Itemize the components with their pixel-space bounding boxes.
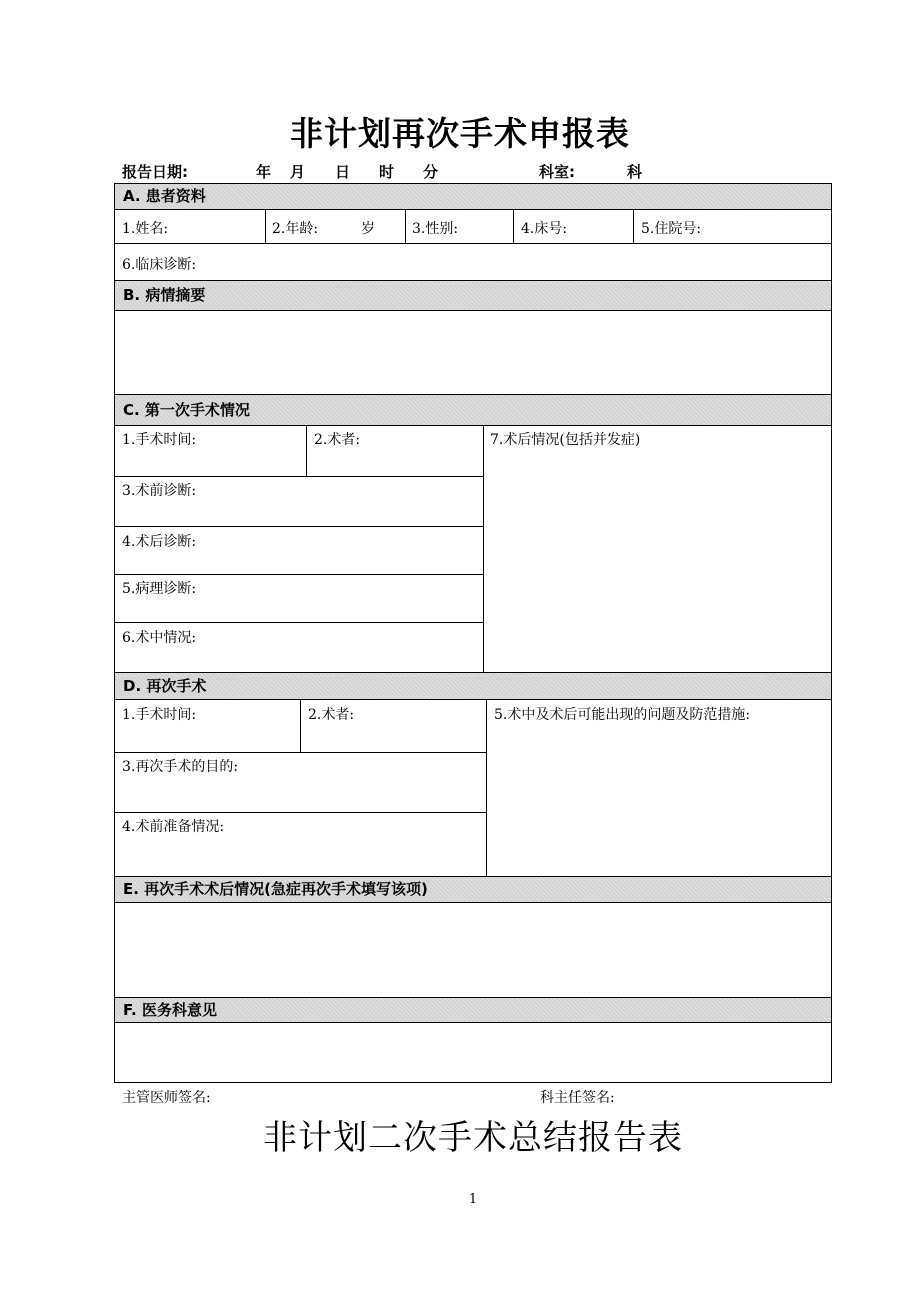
post-op-condition-field[interactable]: 7.术后情况(包括并发症): [490, 432, 641, 448]
section-c-header: C. 第一次手术情况: [115, 395, 831, 425]
divider: [115, 752, 486, 753]
section-e-header: E. 再次手术术后情况(急症再次手术填写该项): [115, 877, 831, 902]
form-title: 非计划再次手术申报表: [290, 114, 630, 153]
department-suffix: 科: [627, 163, 643, 181]
age-field[interactable]: 2.年龄:: [272, 221, 319, 237]
divider: [300, 699, 301, 752]
divider: [115, 812, 486, 813]
divider: [405, 209, 406, 243]
age-unit: 岁: [361, 221, 375, 237]
page-number: 1: [468, 1192, 478, 1207]
re-op-time-field[interactable]: 1.手术时间:: [122, 707, 197, 723]
director-signature-label: 科主任签名:: [540, 1090, 615, 1106]
divider: [115, 622, 483, 623]
section-d-header: D. 再次手术: [115, 673, 831, 699]
report-date-label: 报告日期:: [122, 163, 188, 181]
section-a-header: A. 患者资料: [115, 184, 831, 209]
medical-dept-opinion-area[interactable]: [115, 1023, 831, 1082]
divider: [115, 699, 831, 700]
divider: [633, 209, 634, 243]
divider: [486, 699, 487, 876]
divider: [115, 209, 831, 210]
condition-summary-area[interactable]: [115, 311, 831, 394]
day-label: 日: [335, 163, 351, 181]
second-form-title: 非计划二次手术总结报告表: [263, 1118, 683, 1158]
pre-op-preparation-field[interactable]: 4.术前准备情况:: [122, 819, 225, 835]
hour-label: 时: [379, 163, 395, 181]
divider: [115, 476, 483, 477]
month-label: 月: [290, 163, 306, 181]
risks-prevention-field[interactable]: 5.术中及术后可能出现的问题及防范措施:: [494, 707, 751, 723]
attending-signature-label: 主管医师签名:: [122, 1090, 211, 1106]
divider: [483, 425, 484, 672]
first-op-surgeon-field[interactable]: 2.术者:: [314, 432, 361, 448]
name-field[interactable]: 1.姓名:: [122, 221, 169, 237]
divider: [306, 425, 307, 476]
divider: [513, 209, 514, 243]
divider: [115, 243, 831, 244]
intra-op-condition-field[interactable]: 6.术中情况:: [122, 630, 197, 646]
re-op-post-condition-area[interactable]: [115, 903, 831, 997]
divider: [265, 209, 266, 243]
section-b-header: B. 病情摘要: [115, 281, 831, 310]
re-op-surgeon-field[interactable]: 2.术者:: [308, 707, 355, 723]
bed-field[interactable]: 4.床号:: [521, 221, 568, 237]
pathology-diagnosis-field[interactable]: 5.病理诊断:: [122, 581, 197, 597]
pre-op-diagnosis-field[interactable]: 3.术前诊断:: [122, 483, 197, 499]
minute-label: 分: [423, 163, 439, 181]
post-op-diagnosis-field[interactable]: 4.术后诊断:: [122, 534, 197, 550]
gender-field[interactable]: 3.性别:: [412, 221, 459, 237]
divider: [115, 425, 831, 426]
divider: [115, 526, 483, 527]
divider: [115, 574, 483, 575]
admission-number-field[interactable]: 5.住院号:: [641, 221, 702, 237]
clinical-diagnosis-field[interactable]: 6.临床诊断:: [122, 257, 197, 273]
re-op-purpose-field[interactable]: 3.再次手术的目的:: [122, 759, 239, 775]
department-label: 科室:: [539, 163, 575, 181]
section-f-header: F. 医务科意见: [115, 998, 831, 1022]
year-label: 年: [256, 163, 272, 181]
first-op-time-field[interactable]: 1.手术时间:: [122, 432, 197, 448]
